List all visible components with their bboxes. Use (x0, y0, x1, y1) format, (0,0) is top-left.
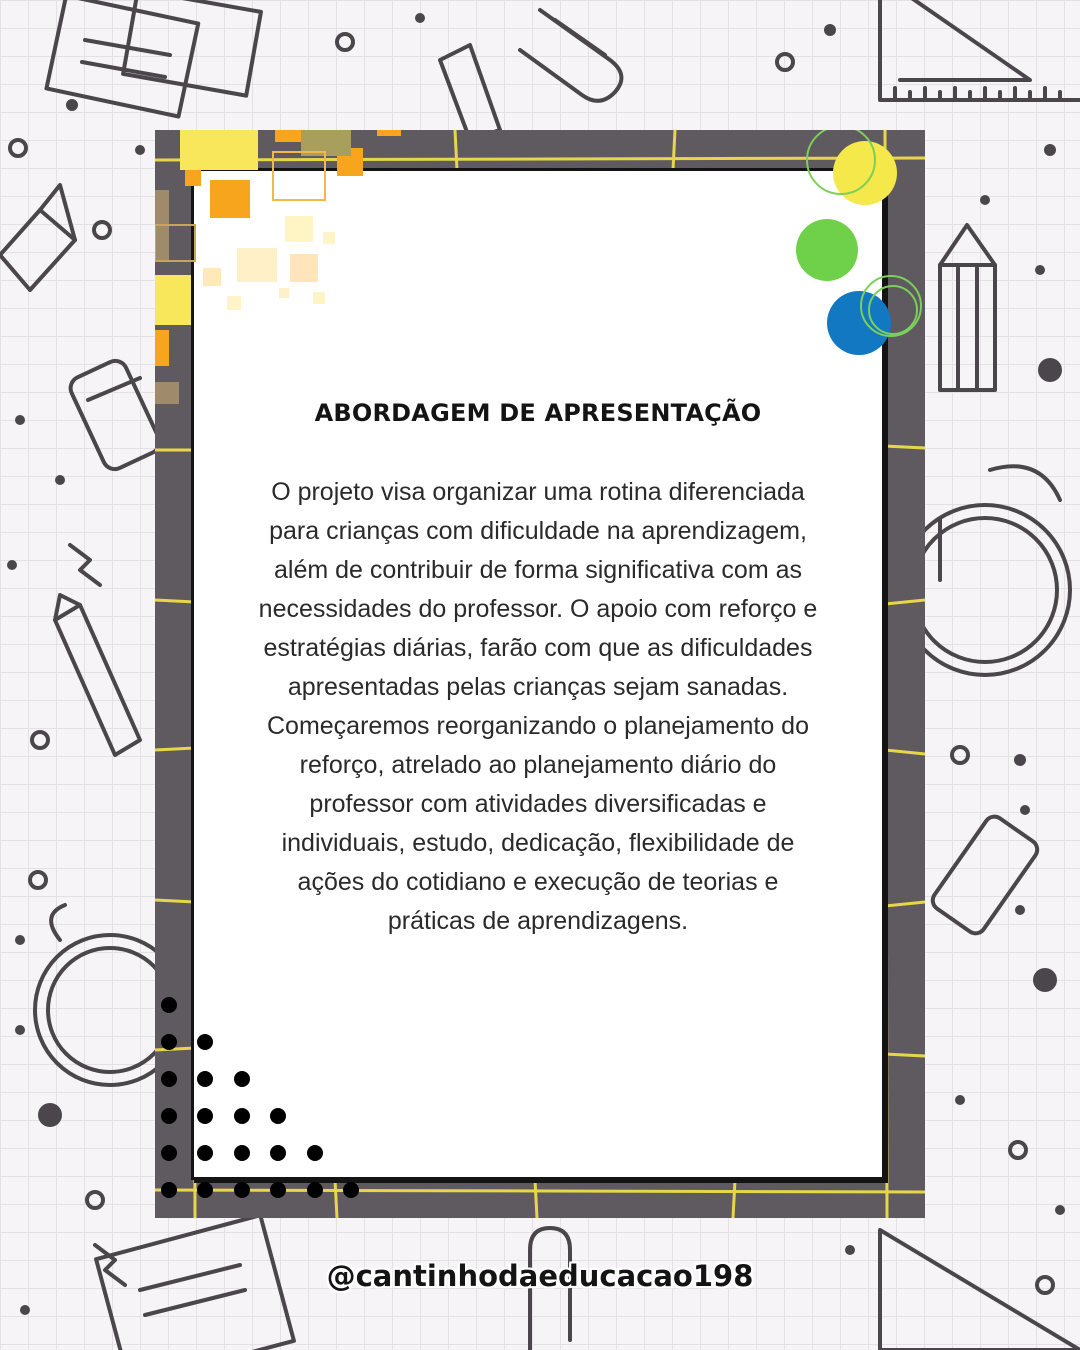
card-body-text (244, 473, 832, 941)
pencil-icon (940, 225, 995, 390)
instagram-handle: @cantinhodaeducacao198 (326, 1259, 754, 1293)
body-line: estratégias diárias, farão com que as dificuldades (263, 634, 813, 662)
body-line: ações do cotidiano e execução de teorias e (297, 868, 779, 896)
ruler-icon (880, 0, 1080, 100)
body-line: além de contribuir de forma significativa com as (273, 556, 802, 584)
body-line: práticas de aprendizagens. (387, 907, 689, 935)
body-line: professor com atividades diversificadas e (309, 790, 767, 818)
paperclip-icon (520, 10, 621, 101)
eraser-icon (929, 813, 1041, 938)
body-line: O projeto visa organizar uma rotina diferenciada (271, 478, 805, 506)
body-line: apresentadas pelas crianças sejam sanadas. (287, 673, 789, 701)
pencil-icon (0, 185, 75, 290)
body-line: reforço, atrelado ao planejamento diário do (299, 751, 777, 779)
eraser-icon (67, 357, 164, 473)
zigzag-icon (70, 545, 125, 1285)
body-line: individuais, estudo, dedicação, flexibilidade de (281, 829, 795, 857)
alarm-clock-icon (900, 466, 1070, 675)
notebook-icon (46, 0, 261, 117)
card-title: ABORDAGEM DE APRESENTAÇÃO (314, 399, 762, 427)
presentation-frame (155, 130, 925, 1218)
body-line: necessidades do professor. O apoio com reforço e (258, 595, 818, 623)
body-line: Começaremos reorganizando o planejamento do (267, 712, 809, 740)
content-card (191, 168, 885, 1180)
body-line: para crianças com dificuldade na aprendizagem, (269, 517, 807, 545)
pencil-icon (55, 595, 140, 755)
